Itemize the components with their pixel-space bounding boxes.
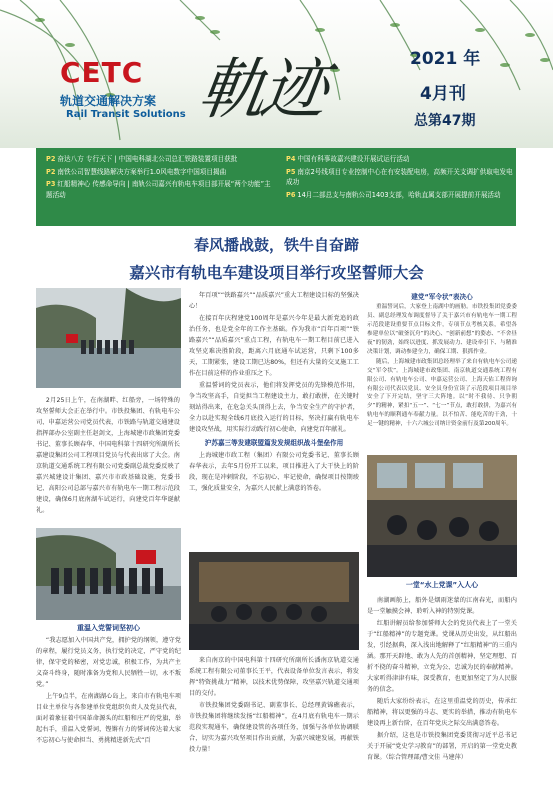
toc-item[interactable]: P4 中国有科事故嘉兴建设开展试运行活动 xyxy=(286,155,410,163)
paragraph: 市铁投集团党委副书记、副董事长、总经理黄锦礁表示，市铁投集团将继续发扬“红船精神”，在4月底有轨电车一期示范段实现通车，确保建设管的各项任务，加强与各单位协调联合，切实为嘉兴攻坚项目作出贡献，为嘉兴城建发展，再献铁投力量！ xyxy=(189,702,359,753)
toc-item[interactable]: P2 奋达八方 专行天下 | 中国电科湖北公司总汇铁路装置项目获批 xyxy=(46,155,238,163)
toc-item[interactable]: P2 南铁公司智慧线路解决方案举行1.0风电数字中国项目揭曲 xyxy=(46,167,227,176)
photo-boat-lecture xyxy=(367,455,517,577)
issue-info xyxy=(410,44,530,130)
cetc-logo xyxy=(60,56,190,126)
paragraph: 重温誓词的党员表示，他们将发挥党员的先锋模范作用，争当攻坚高手，自觉担当工程建设主力，敢打敢拼，在关键时刻站得出来，在危急关头顶得上去，争当安全生产的守护者，全力以赴实现全线6月底投入运行的目标，坚决打赢有轨电车建设攻坚战，用实际行动践行初心使命，向建党百年献礼。 xyxy=(189,382,359,433)
toc-right-column xyxy=(286,154,516,202)
photo-boat-meeting xyxy=(189,552,359,650)
masthead-title: 軌迹 xyxy=(193,51,329,128)
issue-month: 4月刊 xyxy=(420,84,466,104)
paragraph: 上午9点半，在南湖湖心岛上，来自市有轨电车项目业主单位与各参建单位党组织负责人及党员代表，面对着象征着中国革命源头的红船和庄严的党旗，举起右手，重温入党誓词，铿锵有力的誓词传达着大家不忘初心与使命担当、勇挑精进新先式“百 xyxy=(36,693,181,744)
paragraph: 2月25日上午，在南湖畔、红船旁，一场特殊的攻坚誓师大会正在举行中。市铁投集团、有轨电车公司、申嘉运营公司党员代表，市铁路与轨道交通建设指挥部办公室副主任赵剑文，上海城建市政集团党委书记、董事长顾春华、中国电科第十四研究所副所长嘉建设集团公司工程项目党员与代表出席了大会。南京轨道交通系统工程有限公司党委副总裁党委反映了嘉兴城建设计集团、嘉兴市市政基础设施，党委书记、高阳公司总部与嘉兴市有轨电车一期工程示范段建设，确保6月底南湖车试运行，向建党百年华诞献礼。 xyxy=(36,397,180,514)
paragraph: 重温誓词后，大家登上南湖中的画舫。市铁投集团党委委员、副总经理发布调度督导了关于嘉兴市有轨电车一期工程示范段建设重要节点目标文件，专项节点考核关系，希望各参建单位以“破釜沉舟”的决心、“创新前想”的姿态、“不舍昼夜”的韧劲，始终以进度、抓发展动力、建设牵引下、与精准决策计划，调动参建全力，确保工期、狠抓作业。 xyxy=(367,303,517,355)
caption-water-lesson: 一堂“水上党课”入人心 xyxy=(405,581,479,589)
paragraph: 红船讲解员给参加誓师大会的党员代表上了一堂关于“红船精神”的专题党课。党课从历史出发，从红船出发，引经据典，深入浅出地解释了“红船精神”的三重内涵。那开天辟地、敢为人先的首创精神，坚定理想、百折不挠的奋斗精神，立党为公、忠诚为民的奉献精神。大家听得津津有味，深受教育，也更加坚定了为人民服务的信念。 xyxy=(367,620,517,693)
article-column-3-lower xyxy=(367,595,517,764)
article-column-3 xyxy=(367,290,517,430)
article-headline xyxy=(0,232,553,283)
photo-group-oath xyxy=(36,528,181,620)
paragraph: 据介绍，这也是市铁投集团党委贯彻习近平总书记关于开展“党史学习教育”的部署，开启的第一堂党史教育课。（综合管理部/曹文佳 马建萍） xyxy=(367,732,517,761)
logo-english-name: Rail Transit Solutions xyxy=(66,109,186,120)
article-column-1-lower xyxy=(36,635,181,747)
paragraph: 年百项”“铁路嘉兴”“品质嘉兴”重大工程建设目标的坚强决心！ xyxy=(189,292,359,310)
masthead-banner xyxy=(0,0,553,148)
toc-item[interactable]: P5 南京2号线项目专业控制中心在有安装配电房，高频开关支调扩供取电发电成功 xyxy=(286,167,513,186)
paragraph: 在接百年庆程建党100周年是嘉兴今年是最大新党追的政治任务，也是党全年的工作主基础。作为我市“百年百项”“铁路嘉兴”“品质嘉兴”重点工程，有轨电车一期工程目前已进入攻坚克难决胜阶段，距离六月底通车试运营，只剩下100多天，工期紧张，建设工期已达80%，但还有大量的交叉施工工作在目前这样的作业重压之下。 xyxy=(189,315,359,377)
photo-oath-lakeside xyxy=(36,288,181,388)
table-of-contents xyxy=(36,148,516,226)
paragraph: 来自南京的中国电科第十四研究所副所长潘南京轨道交通系统工程有限公司董事长王平，代表设备单位发言表示，将发挥“特资挑战力”精神，以技术优势保障，攻坚嘉兴轨道交通项目的交付。 xyxy=(189,657,359,697)
toc-item[interactable]: P6 14月二部总支与南轨公司1403支部，哈轨直属支部开展提前开展活动 xyxy=(286,190,501,199)
paragraph: 南湖画舫上，船外是烟雨迷蒙的江南春光，而船内是一堂触摸会神、聆听入神的特别党课。 xyxy=(367,597,517,615)
article-column-2-lower xyxy=(189,655,359,756)
issue-year: 2021 年 xyxy=(410,49,481,69)
paragraph: 上海城建市政工程（集团）有限公司党委书记、董事长顾春华表示，去年5月份开工以来，项目推进入了大干快上的阶段，现在是冲刺阶段，不忘初心、牢记使命，确保项目按期竣工，强化质量安全，为嘉兴人民献上满意的答卷。 xyxy=(189,452,359,492)
section-subhead: 建党“军令状”表决心 xyxy=(411,293,473,301)
article-column-1 xyxy=(36,395,180,517)
toc-item[interactable]: P3 红船精神心 传感命导向 | 南轨公司嘉兴有轨电车项目部开展“两个功能”主题活动 xyxy=(46,180,271,199)
headline-line-2: 嘉兴市有轨电车建设项目举行攻坚誓师大会 xyxy=(129,264,424,282)
caption-oath: 重温入党誓词坚初心 xyxy=(77,624,140,632)
logo-chinese-name: 轨道交通解决方案 xyxy=(60,94,157,108)
article-column-2 xyxy=(189,290,359,495)
section-subhead: 沪苏嘉三等发建联盟篇发发规组织战斗堡垒作用 xyxy=(204,439,344,447)
headline-line-1: 春风播战鼓，铁牛自奋蹄 xyxy=(193,236,359,254)
paragraph: 随后，上海城建市政集团总经理举了来自有轨电车公司递交“军令状”。上海城建市政集团、南京轨道交通系统工程有限公司、有轨电车公司、申嘉运营公司、上海天佑工程咨询有限公司代表以党员、安全员身份宣读了示范段项目项目举安全了下开完结，坚守三大阵地。以“时不我待、只争朝夕”的精神，紧扣“五一”、“七一”节点，敢打敢拼，为嘉兴有轨电车的顺利通车奉献力量。以不怕苦、能吃苦的干劲，十足一键的精神，十六六城公司纳计资金前行及第200周年。 xyxy=(367,358,517,428)
paragraph: “我志愿加入中国共产党，拥护党的纲领，遵守党的章程，履行党员义务，执行党的决定，严守党的纪律，保守党的秘密，对党忠诚，积极工作，为共产主义奋斗终身，随时准备为党和人民牺牲一切，永不叛党。” xyxy=(36,637,181,688)
paragraph: 随后大家纷纷表示，在这里重温党的历史，传承红船精神，将以更强的斗志、更实的举措，推动有轨电车建设再上新台阶，在百年党庆之际交出满意答卷。 xyxy=(367,698,517,727)
logo-wordmark: CETC xyxy=(60,56,144,89)
issue-number: 总第47期 xyxy=(414,113,476,129)
toc-left-column xyxy=(46,154,276,202)
